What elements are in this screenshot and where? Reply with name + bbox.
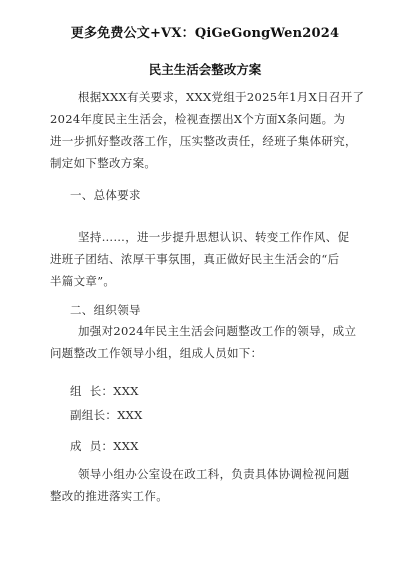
section2-line: 加强对2024年民主生活会问题整改工作的领导，成立	[78, 324, 357, 338]
document-title: 民主生活会整改方案	[148, 62, 262, 77]
section-heading-organization: 二、组织领导	[70, 303, 141, 317]
member-members: 成 员：XXX	[70, 439, 139, 453]
promo-banner: 更多免费公文+VX：QiGeGongWen2024	[70, 26, 340, 41]
member-deputy-leader: 副组长：XXX	[70, 408, 143, 422]
office-line: 整改的推进落实工作。	[50, 489, 168, 503]
intro-line: 根据XXX有关要求，XXX党组于2025年1月X日召开了	[78, 90, 365, 104]
intro-line: 2024年度民主生活会，检视查摆出X个方面X条问题。为	[50, 112, 346, 126]
section2-line: 问题整改工作领导小组，组成人员如下：	[50, 346, 263, 360]
section1-line: 进班子团结、浓厚干事氛围，真正做好民主生活会的“后	[50, 252, 340, 266]
section1-line: 半篇文章”。	[50, 274, 116, 288]
intro-paragraph	[50, 86, 365, 174]
intro-line: 进一步抓好整改落工作，压实整改责任，经班子集体研究，	[50, 134, 357, 148]
section-heading-general: 一、总体要求	[70, 188, 141, 202]
office-paragraph	[50, 463, 360, 507]
section2-paragraph	[50, 320, 360, 364]
section1-line: 坚持……，进一步提升思想认识、转变工作作风、促	[78, 230, 350, 244]
member-leader: 组 长：XXX	[70, 384, 139, 398]
office-line: 领导小组办公室设在政工科，负责具体协调检视问题	[78, 467, 350, 481]
section1-paragraph	[50, 226, 360, 292]
intro-line: 制定如下整改方案。	[50, 156, 157, 170]
